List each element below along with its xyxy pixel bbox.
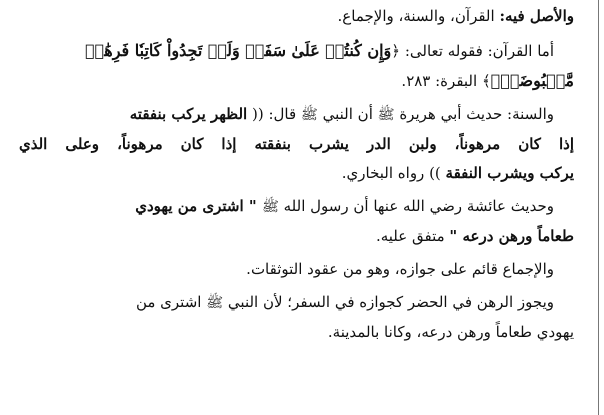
sunnah-intro: والسنة: حديث أبي هريرة — [394, 105, 554, 123]
quran-line-1 — [19, 36, 574, 66]
quran-line-2 — [19, 66, 574, 96]
verse-open-bracket: ﴿ — [391, 42, 401, 60]
hadar-line-2 — [19, 318, 574, 347]
ijma-line — [19, 255, 574, 284]
origin-heading: والأصل فيه: — [499, 7, 574, 25]
aisha-hadith-1: " اشترى من يهودي — [135, 197, 262, 215]
aisha-source: متفق عليه. — [375, 227, 450, 245]
ijma-text: والإجماع قائم على جوازه، وهو من عقود التوثقات. — [246, 260, 554, 278]
page-edge-line — [598, 0, 599, 415]
aisha-line-1 — [19, 192, 574, 222]
salawat-symbol: ﷺ — [261, 199, 279, 215]
sunnah-said: قال: (( — [247, 105, 301, 123]
origin-text: القرآن، والسنة، والإجماع. — [337, 7, 500, 25]
aisha-intro: وحديث عائشة رضي الله عنها أن رسول الله — [278, 197, 554, 215]
salawat-symbol: ﷺ — [206, 295, 224, 311]
verse-reference: البقرة: ٢٨٣. — [401, 72, 482, 90]
hadith-source: )) رواه البخاري. — [341, 164, 446, 182]
aisha-line-2 — [19, 222, 574, 251]
sunnah-line-3 — [19, 159, 574, 188]
verse-text-2: مَّقۡبُوضَةٞۖ — [490, 71, 574, 90]
quran-intro: أما القرآن: فقوله تعالى: — [400, 42, 554, 60]
hadar-text-1-end: اشترى من — [135, 293, 207, 311]
salawat-symbol: ﷺ — [300, 107, 318, 123]
sunnah-line-1 — [19, 100, 574, 130]
verse-close-bracket: ﴾ — [481, 72, 491, 90]
hadith-text-2: إذا كان مرهوناً، ولبن الدر يشرب بنفقته إذا كان مرهوناً، وعلى الذي — [19, 135, 574, 153]
hadar-text-2: يهودي طعاماً ورهن درعه، وكانا بالمدينة. — [327, 323, 574, 341]
hadith-text-3: يركب ويشرب النفقة — [445, 164, 574, 182]
radiallah-symbol: ﷺ — [377, 107, 395, 123]
verse-text-1: وَإِن كُنتُمۡ عَلَىٰ سَفَرٖ وَلَمۡ تَجِدُواْ كَاتِبٗا فَرِهَٰنٞ — [85, 41, 392, 60]
hadar-text-1: ويجوز الرهن في الحضر كجوازه في السفر؛ لأن النبي — [223, 293, 554, 311]
origin-line — [19, 2, 574, 31]
sunnah-line-2 — [19, 130, 574, 159]
hadar-line-1 — [19, 288, 574, 318]
aisha-hadith-2: طعاماً ورهن درعه " — [449, 227, 574, 245]
sunnah-mid: أن النبي — [317, 105, 378, 123]
hadith-text-1: الظهر يركب بنفقته — [129, 105, 248, 123]
document-body — [19, 2, 574, 347]
